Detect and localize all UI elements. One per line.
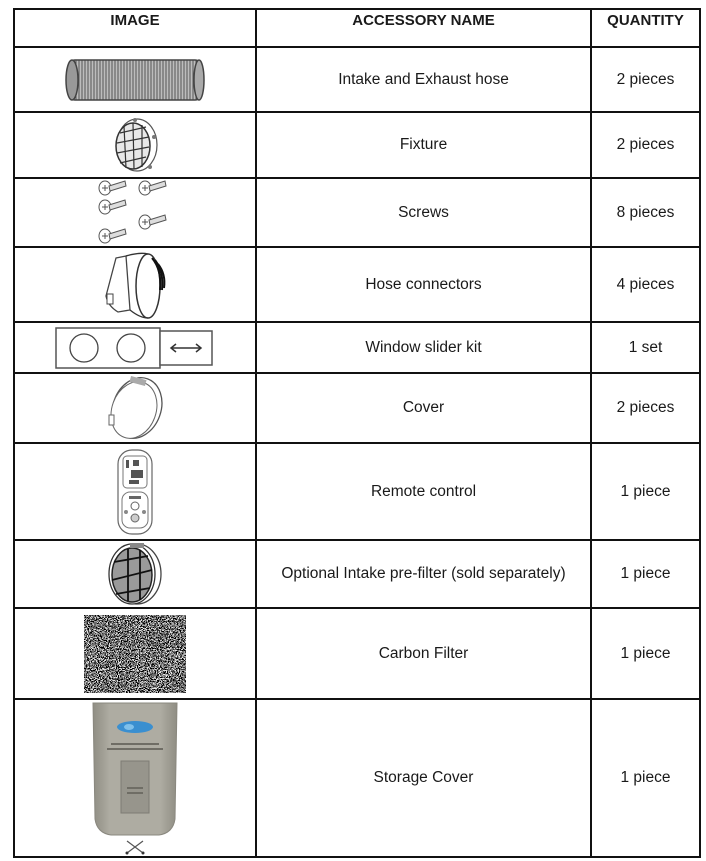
table-row <box>14 540 700 608</box>
accessory-quantity: 1 piece <box>591 443 700 540</box>
accessory-quantity: 2 pieces <box>591 112 700 178</box>
pre-filter-icon <box>104 542 166 606</box>
accessories-table <box>13 8 701 858</box>
table-row <box>14 373 700 443</box>
table-row <box>14 322 700 373</box>
window-slider-kit-icon <box>55 326 215 370</box>
accessory-name: Hose connectors <box>256 247 591 322</box>
accessory-quantity: 2 pieces <box>591 373 700 443</box>
hose-connector-icon <box>100 250 170 320</box>
header-image: IMAGE <box>14 9 256 47</box>
remote-control-icon <box>115 448 155 536</box>
accessory-name: Fixture <box>256 112 591 178</box>
header-row <box>14 9 700 47</box>
table-row <box>14 247 700 322</box>
table-row <box>14 608 700 699</box>
fixture-icon <box>110 115 160 175</box>
accessory-name: Screws <box>256 178 591 247</box>
accessory-quantity: 1 piece <box>591 699 700 857</box>
accessory-name: Intake and Exhaust hose <box>256 47 591 112</box>
table-row <box>14 112 700 178</box>
accessory-name: Remote control <box>256 443 591 540</box>
table-row <box>14 47 700 112</box>
accessory-quantity: 1 piece <box>591 540 700 608</box>
accessory-quantity: 4 pieces <box>591 247 700 322</box>
accessory-quantity: 1 piece <box>591 608 700 699</box>
carbon-filter-icon <box>84 615 186 693</box>
accessory-name: Window slider kit <box>256 322 591 373</box>
accessory-quantity: 8 pieces <box>591 178 700 247</box>
accessory-name: Optional Intake pre-filter (sold separately) <box>256 540 591 608</box>
table-row <box>14 699 700 857</box>
accessory-name: Carbon Filter <box>256 608 591 699</box>
accessory-name: Cover <box>256 373 591 443</box>
accessory-name: Storage Cover <box>256 699 591 857</box>
accessory-quantity: 2 pieces <box>591 47 700 112</box>
screws-icon <box>97 180 173 246</box>
header-quantity: QUANTITY <box>591 9 700 47</box>
table-row <box>14 178 700 247</box>
table-row <box>14 443 700 540</box>
header-accessory-name: ACCESSORY NAME <box>256 9 591 47</box>
accessory-quantity: 1 set <box>591 322 700 373</box>
cover-icon <box>105 375 165 441</box>
storage-cover-icon <box>85 701 185 855</box>
hose-icon <box>63 56 208 104</box>
